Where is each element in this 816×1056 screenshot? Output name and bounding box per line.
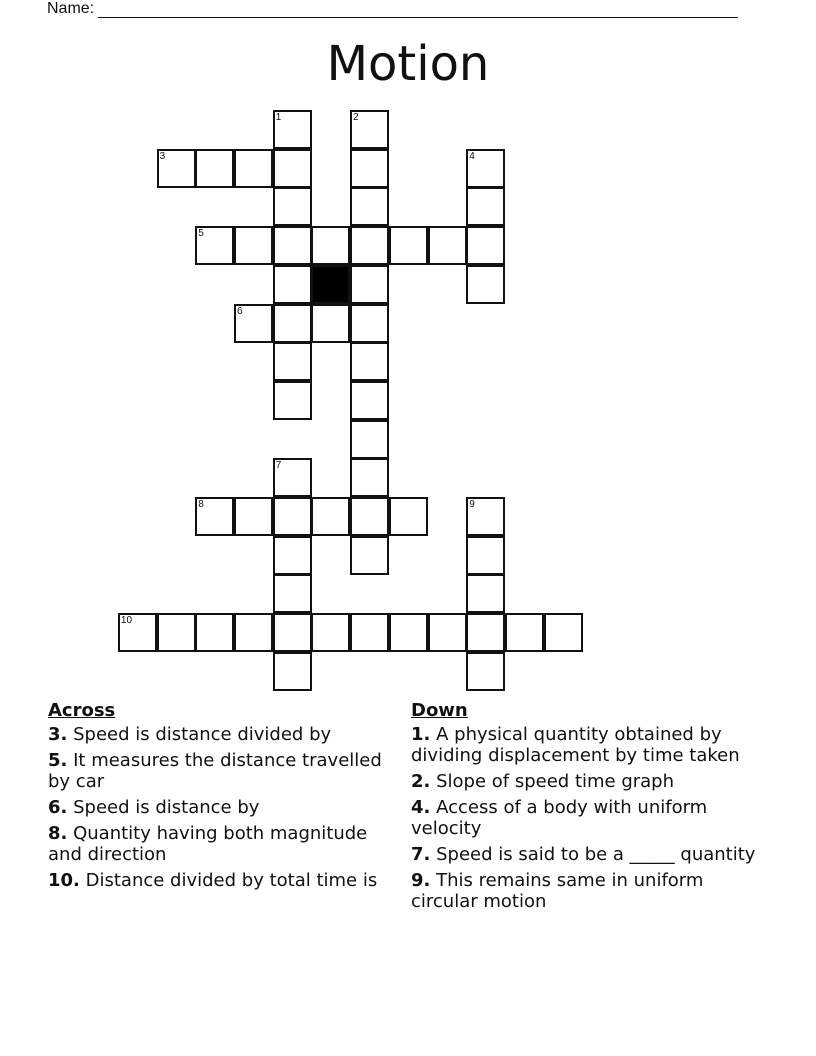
crossword-cell[interactable] [389, 226, 428, 265]
crossword-cell[interactable] [428, 613, 467, 652]
clue-number: 7. [411, 844, 431, 865]
crossword-cell[interactable] [273, 342, 312, 381]
clue-down-2 [411, 771, 771, 792]
clue-across-5 [48, 750, 388, 792]
clue-number: 3. [48, 724, 68, 745]
clue-text: This remains same in uniform circular motion [411, 870, 704, 912]
clue-number: 6. [48, 797, 68, 818]
clue-down-1 [411, 724, 771, 766]
crossword-cell[interactable] [157, 613, 196, 652]
clue-text: A physical quantity obtained by dividing displacement by time taken [411, 724, 740, 766]
crossword-cell[interactable] [350, 458, 389, 497]
crossword-cell[interactable] [234, 497, 273, 536]
clue-number: 5. [48, 750, 68, 771]
crossword-cell[interactable] [273, 458, 312, 497]
crossword-cell[interactable] [350, 342, 389, 381]
crossword-cell[interactable] [466, 187, 505, 226]
crossword-cell[interactable] [234, 149, 273, 188]
crossword-cell[interactable] [466, 265, 505, 304]
crossword-cell[interactable] [350, 497, 389, 536]
across-heading: Across [48, 700, 116, 721]
clue-number: 8. [48, 823, 68, 844]
crossword-cell[interactable] [311, 226, 350, 265]
crossword-cell[interactable] [273, 613, 312, 652]
crossword-cell[interactable] [273, 304, 312, 343]
clue-text: Access of a body with uniform velocity [411, 797, 708, 839]
crossword-cell[interactable] [466, 536, 505, 575]
crossword-cell[interactable] [195, 497, 234, 536]
crossword-cell[interactable] [273, 110, 312, 149]
clue-number-label: 8 [198, 499, 204, 510]
crossword-cell[interactable] [428, 226, 467, 265]
crossword-cell[interactable] [234, 226, 273, 265]
crossword-cell[interactable] [466, 226, 505, 265]
crossword-cell[interactable] [273, 381, 312, 420]
crossword-cell[interactable] [234, 304, 273, 343]
crossword-cell[interactable] [350, 613, 389, 652]
crossword-cell[interactable] [505, 613, 544, 652]
crossword-cell[interactable] [350, 110, 389, 149]
clue-text: Slope of speed time graph [436, 771, 675, 792]
clue-text: It measures the distance travelled by car [48, 750, 382, 792]
clue-number: 1. [411, 724, 431, 745]
across-clues [48, 700, 388, 896]
clue-down-9 [411, 870, 771, 912]
crossword-cell[interactable] [350, 381, 389, 420]
crossword-cell[interactable] [466, 497, 505, 536]
crossword-cell[interactable] [350, 149, 389, 188]
clue-text: Distance divided by total time is [85, 870, 378, 891]
crossword-cell[interactable] [195, 149, 234, 188]
black-square [311, 265, 350, 304]
crossword-cell[interactable] [466, 574, 505, 613]
clue-number: 9. [411, 870, 431, 891]
crossword-cell[interactable] [234, 613, 273, 652]
clue-number: 2. [411, 771, 431, 792]
clue-text: Quantity having both magnitude and direction [48, 823, 368, 865]
crossword-cell[interactable] [273, 536, 312, 575]
crossword-cell[interactable] [157, 149, 196, 188]
crossword-cell[interactable] [195, 613, 234, 652]
crossword-cell[interactable] [273, 574, 312, 613]
page-title: Motion [326, 36, 490, 92]
clue-number-label: 6 [237, 305, 243, 317]
clue-down-4 [411, 797, 771, 839]
clue-number-label: 1 [275, 112, 282, 123]
clue-number-label: 9 [469, 499, 475, 510]
crossword-cell[interactable] [273, 265, 312, 304]
clue-across-3 [48, 724, 388, 745]
crossword-cell[interactable] [273, 226, 312, 265]
crossword-cell[interactable] [466, 149, 505, 188]
crossword-cell[interactable] [195, 226, 234, 265]
crossword-cell[interactable] [544, 613, 583, 652]
down-clues [411, 700, 771, 917]
crossword-cell[interactable] [273, 187, 312, 226]
crossword-cell[interactable] [350, 265, 389, 304]
clue-text: Speed is distance divided by [73, 724, 332, 745]
crossword-cell[interactable] [350, 304, 389, 343]
clue-number-label: 4 [469, 150, 475, 162]
crossword-cell[interactable] [311, 497, 350, 536]
clue-number-label: 2 [353, 112, 359, 123]
clue-across-10 [48, 870, 388, 891]
down-heading: Down [411, 700, 468, 721]
crossword-cell[interactable] [466, 652, 505, 691]
crossword-cell[interactable] [466, 613, 505, 652]
crossword-cell[interactable] [273, 497, 312, 536]
crossword-cell[interactable] [350, 420, 389, 459]
clue-number-label: 3 [159, 150, 166, 162]
clue-across-6 [48, 797, 388, 818]
clue-down-7 [411, 844, 771, 865]
crossword-cell[interactable] [350, 226, 389, 265]
crossword-cell[interactable] [350, 536, 389, 575]
crossword-cell[interactable] [273, 149, 312, 188]
crossword-cell[interactable] [118, 613, 157, 652]
clue-text: Speed is said to be a _____ quantity [436, 844, 756, 865]
clue-number-label: 5 [198, 228, 204, 240]
crossword-cell[interactable] [311, 613, 350, 652]
crossword-cell[interactable] [389, 613, 428, 652]
crossword-cell[interactable] [311, 304, 350, 343]
clue-number: 4. [411, 797, 431, 818]
clue-number-label: 7 [275, 460, 282, 472]
name-label: Name: [47, 0, 95, 17]
clue-number-label: 10 [120, 615, 133, 627]
crossword-cell[interactable] [273, 652, 312, 691]
crossword-cell[interactable] [350, 187, 389, 226]
clue-number: 10. [48, 870, 80, 891]
clue-across-8 [48, 823, 388, 865]
clue-text: Speed is distance by [73, 797, 260, 818]
crossword-cell[interactable] [389, 497, 428, 536]
